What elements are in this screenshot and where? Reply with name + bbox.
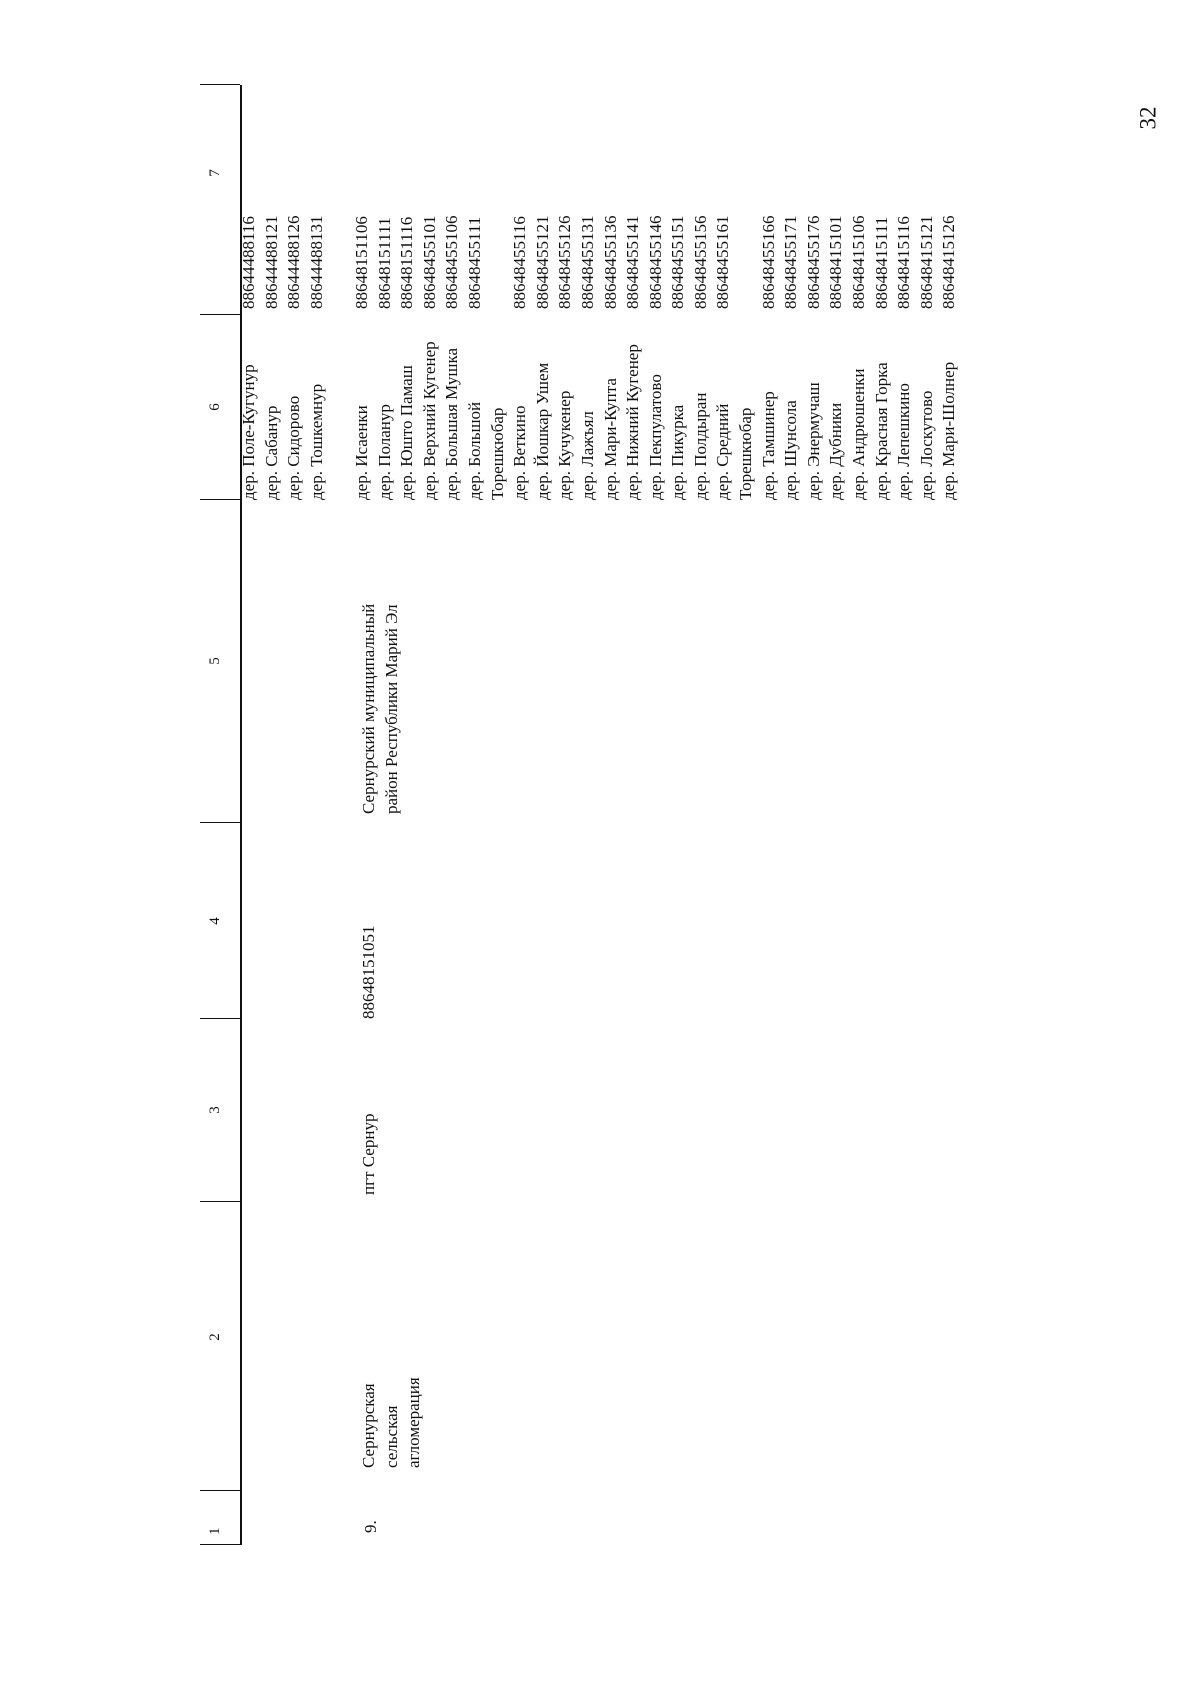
settlement-item: дер. Юшто Памаш bbox=[397, 365, 417, 500]
settlement-item: дер. Полдыран bbox=[690, 392, 710, 500]
column-divider bbox=[200, 1018, 240, 1019]
settlement-item: дер. Поланур bbox=[374, 404, 394, 500]
code-item: 88648415116 bbox=[894, 216, 914, 309]
settlements-column bbox=[238, 341, 961, 500]
code-item: 88648151111 bbox=[374, 217, 394, 309]
center-name: пгт Сернур bbox=[359, 1113, 378, 1195]
settlement-item: дер. Лажъял bbox=[577, 411, 597, 500]
code-item: 88648455106 bbox=[442, 215, 462, 309]
column-divider bbox=[200, 1201, 240, 1202]
settlement-item: Торешкюбар bbox=[736, 407, 756, 500]
text-line: агломерация bbox=[404, 1377, 424, 1468]
code-item: 88648455161 bbox=[713, 215, 733, 309]
code-item: 88648455146 bbox=[645, 215, 665, 309]
column-divider bbox=[200, 499, 240, 500]
settlement-item: дер. Верхний Кугенер bbox=[419, 341, 439, 500]
page-number: 32 bbox=[1135, 106, 1161, 130]
table bbox=[200, 5, 1200, 1545]
code-item: 88648151106 bbox=[351, 216, 371, 309]
code-item: 88648455176 bbox=[803, 215, 823, 309]
code-item: 88644488126 bbox=[284, 215, 304, 309]
code-item: 88648455121 bbox=[532, 215, 552, 309]
column-number-5: 5 bbox=[207, 657, 223, 665]
settlement-item: дер. Нижний Кугенер bbox=[623, 344, 643, 500]
settlement-item: дер. Энермучаш bbox=[803, 382, 823, 500]
agglomeration-name bbox=[358, 1377, 426, 1468]
settlement-item: дер. Исаенки bbox=[351, 405, 371, 500]
settlement-item: дер. Йошкар Ушем bbox=[532, 362, 552, 500]
code-item: 88648415126 bbox=[939, 215, 959, 309]
settlement-item: дер. Средний bbox=[713, 403, 733, 500]
code-item: 88648455131 bbox=[577, 215, 597, 309]
code-item bbox=[328, 216, 351, 310]
codes-column bbox=[238, 216, 961, 310]
code-item: 88648455136 bbox=[600, 215, 620, 309]
settlement-item: Торешкюбар bbox=[487, 407, 507, 500]
code-item: 88644488116 bbox=[239, 216, 258, 309]
settlement-item: дер. Сидорово bbox=[284, 395, 304, 500]
code-item: 88648415101 bbox=[826, 215, 846, 309]
code-item: 88648455171 bbox=[781, 215, 801, 309]
code-item: 88644488121 bbox=[261, 215, 281, 309]
code-item: 88648455156 bbox=[690, 215, 710, 309]
code-item: 88648455166 bbox=[758, 215, 778, 309]
column-number-1: 1 bbox=[207, 1527, 223, 1535]
settlement-item: дер. Красная Горка bbox=[871, 362, 891, 500]
settlement-item: дер. Тамшинер bbox=[758, 391, 778, 500]
code-item: 88648455141 bbox=[623, 215, 643, 309]
settlement-item: дер. Пикурка bbox=[668, 404, 688, 500]
code-item bbox=[487, 216, 510, 310]
column-number-7: 7 bbox=[207, 169, 223, 177]
settlement-item: дер. Сабанур bbox=[261, 405, 281, 500]
text-line: сельская bbox=[381, 1405, 401, 1468]
settlement-item: дер. Андрюшенки bbox=[849, 368, 869, 500]
settlement-item: дер. Шунсола bbox=[781, 400, 801, 500]
center-code: 88648151051 bbox=[359, 925, 378, 1019]
code-item: 88648455126 bbox=[555, 215, 575, 309]
settlement-item: дер. Мари-Купта bbox=[600, 378, 620, 500]
code-item: 88644488131 bbox=[306, 215, 326, 309]
settlement-item: дер. Поле-Кугунур bbox=[239, 364, 258, 500]
settlement-item: дер. Большая Мушка bbox=[442, 347, 462, 500]
settlement-item: дер. Кучукенер bbox=[555, 390, 575, 500]
settlement-item: дер. Тошкемнур bbox=[306, 383, 326, 500]
settlement-item: дер. Веткино bbox=[510, 405, 530, 500]
district-name bbox=[358, 604, 403, 814]
text-line: Сернурский муниципальный bbox=[359, 603, 378, 814]
column-divider bbox=[200, 1544, 240, 1545]
settlement-item: дер. Дубники bbox=[826, 402, 846, 500]
settlement-item: дер. Лепешкино bbox=[894, 383, 914, 500]
settlement-item: дер. Лоскутово bbox=[916, 390, 936, 500]
code-item: 88648151116 bbox=[397, 216, 417, 309]
column-number-3: 3 bbox=[207, 1106, 223, 1114]
column-divider bbox=[200, 822, 240, 823]
code-item: 88648415106 bbox=[849, 215, 869, 309]
text-line: район Республики Марий Эл bbox=[381, 604, 401, 814]
row-number: 9. bbox=[361, 1520, 380, 1533]
code-item: 88648455101 bbox=[419, 215, 439, 309]
column-number-2: 2 bbox=[207, 1333, 223, 1341]
settlement-item: дер. Мари-Шолнер bbox=[939, 361, 959, 500]
code-item: 88648415121 bbox=[916, 215, 936, 309]
code-item: 88648415111 bbox=[871, 216, 891, 309]
column-divider bbox=[200, 1490, 240, 1491]
code-item bbox=[735, 216, 758, 310]
code-item: 88648455111 bbox=[464, 216, 484, 309]
column-divider bbox=[200, 84, 240, 85]
settlement-item: дер. Большой bbox=[464, 401, 484, 500]
code-item: 88648455151 bbox=[668, 215, 688, 309]
column-divider bbox=[200, 314, 240, 315]
settlement-item bbox=[328, 341, 351, 500]
settlement-item: дер. Пекпулатово bbox=[645, 374, 665, 500]
code-item: 88648455116 bbox=[510, 216, 530, 309]
text-line: Сернурская bbox=[359, 1383, 378, 1468]
column-number-6: 6 bbox=[207, 403, 223, 411]
column-number-4: 4 bbox=[207, 917, 223, 925]
